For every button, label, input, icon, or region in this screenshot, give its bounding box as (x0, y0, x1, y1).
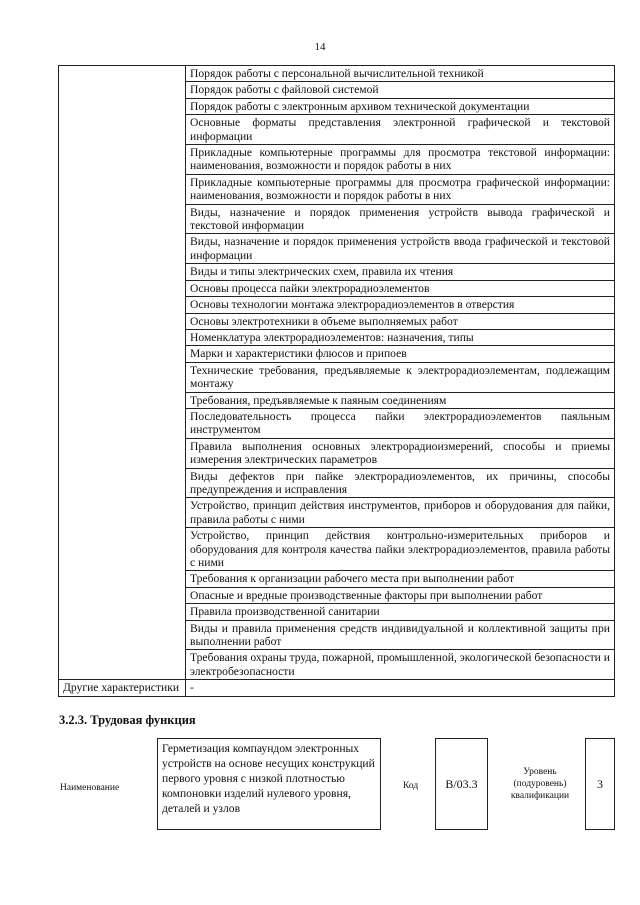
name-label: Наименование (60, 783, 120, 793)
other-characteristics-value: - (186, 680, 615, 696)
knowledge-item: Порядок работы с файловой системой (186, 82, 615, 98)
function-name-box: Герметизация компаундом электронных устройств на основе несущих конструкций первого уровня с низкой плотностью компоновки изделий нулевого уровня, деталей и узлов (157, 738, 381, 830)
knowledge-item: Номенклатура электрорадиоэлементов: назначения, типы (186, 329, 615, 345)
knowledge-item: Порядок работы с персональной вычислительной техникой (186, 66, 615, 82)
knowledge-label-cell (59, 66, 186, 680)
knowledge-item: Требования охраны труда, пожарной, промышленной, экологической безопасности и электробезопасности (186, 650, 615, 680)
table-row (59, 66, 615, 82)
knowledge-item: Устройство, принцип действия контрольно-измерительных приборов и оборудования для контроля качества пайки электрорадиоэлементов, правила работы с ними (186, 528, 615, 571)
code-label: Код (403, 781, 419, 791)
knowledge-item: Опасные и вредные производственные факторы при выполнении работ (186, 587, 615, 603)
knowledge-item: Правила производственной санитарии (186, 604, 615, 620)
knowledge-item: Виды и типы электрических схем, правила их чтения (186, 264, 615, 280)
knowledge-item: Виды дефектов при пайке электрорадиоэлементов, их причины, способы предупреждения и исправления (186, 468, 615, 498)
knowledge-item: Последовательность процесса пайки электрорадиоэлементов паяльным инструментом (186, 408, 615, 438)
function-code-box (435, 738, 488, 830)
table-row (59, 680, 615, 696)
section-heading: 3.2.3. Трудовая функция (59, 713, 196, 727)
knowledge-item: Марки и характеристики флюсов и припоев (186, 346, 615, 362)
knowledge-item: Виды, назначение и порядок применения устройств ввода графической и текстовой информации (186, 234, 615, 264)
qualification-level-box (585, 738, 615, 830)
knowledge-item: Порядок работы с электронным архивом технической документации (186, 98, 615, 114)
other-characteristics-label: Другие характеристики (59, 680, 186, 696)
knowledge-item: Прикладные компьютерные программы для просмотра графической информации: наименования, возможности и порядок работы в них (186, 174, 615, 204)
knowledge-table-body (59, 66, 615, 697)
function-code-value: B/03.3 (445, 776, 478, 791)
knowledge-item: Виды, назначение и порядок применения устройств вывода графической и текстовой информации (186, 204, 615, 234)
knowledge-item: Прикладные компьютерные программы для просмотра текстовой информации: наименования, возможности и порядок работы в них (186, 145, 615, 175)
knowledge-item: Виды и правила применения средств индивидуальной и коллективной защиты при выполнении работ (186, 620, 615, 650)
knowledge-item: Основы процесса пайки электрорадиоэлементов (186, 280, 615, 296)
knowledge-table (58, 65, 615, 697)
knowledge-item: Требования, предъявляемые к паяным соединениям (186, 392, 615, 408)
knowledge-item: Основы технологии монтажа электрорадиоэлементов в отверстия (186, 297, 615, 313)
knowledge-item: Правила выполнения основных электрорадиоизмерений, способы и приемы измерения электрических параметров (186, 438, 615, 468)
knowledge-item: Основные форматы представления электронной графической и текстовой информации (186, 115, 615, 145)
knowledge-item: Основы электротехники в объеме выполняемых работ (186, 313, 615, 329)
knowledge-item: Технические требования, предъявляемые к электрорадиоэлементам, подлежащим монтажу (186, 362, 615, 392)
knowledge-item: Устройство, принцип действия инструментов, приборов и оборудования для пайки, правила работы с ними (186, 498, 615, 528)
qualification-level-value: 3 (597, 776, 603, 791)
qualification-level-label: Уровень (подуровень) квалификации (510, 767, 570, 801)
knowledge-item: Требования к организации рабочего места при выполнении работ (186, 571, 615, 587)
page-number: 14 (314, 41, 326, 53)
